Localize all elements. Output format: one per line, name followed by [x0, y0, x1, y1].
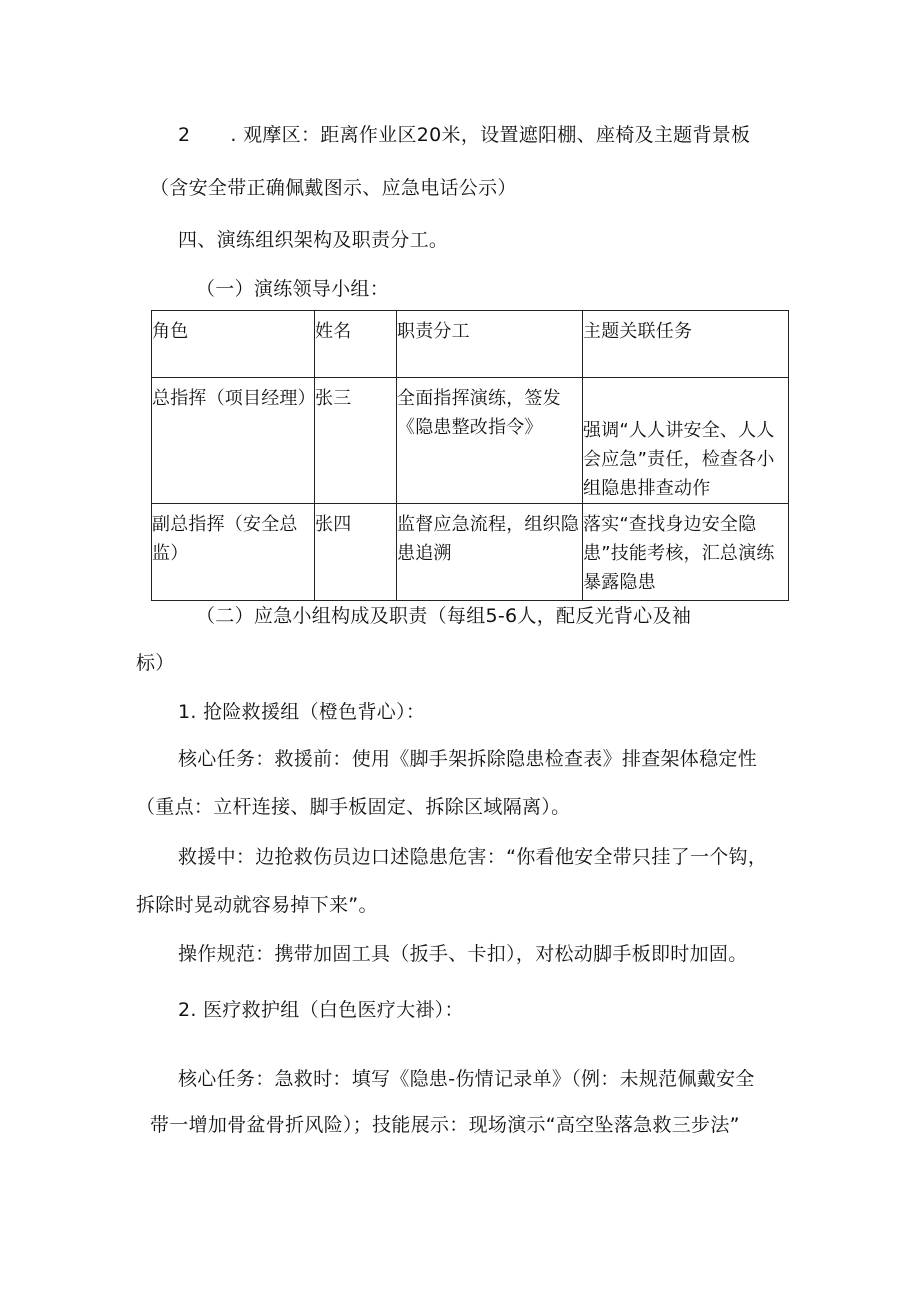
observation-area-line [178, 123, 750, 147]
leadership-table [151, 310, 789, 601]
table-row [152, 504, 789, 601]
task-cell: 落实“查找身边安全隐患”技能考核，汇总演练暴露隐患 [583, 504, 789, 601]
name-cell: 张三 [315, 378, 397, 504]
role-cell: 总指挥（项目经理） [152, 378, 315, 504]
rescue-during-line1: 救援中：边抢救伤员边口述隐患危害：“你看他安全带只挂了一个钩， [178, 846, 768, 868]
role-cell: 副总指挥（安全总监） [152, 504, 315, 601]
emergency-heading-line1: （二）应急小组构成及职责（每组5-6人，配反光背心及袖 [196, 605, 692, 627]
emergency-heading-line2: 标） [136, 652, 175, 674]
duty-cell: 监督应急流程，组织隐患追溯 [397, 504, 583, 601]
medical-group-title: 2. 医疗救护组（白色医疗大褂）： [178, 999, 464, 1021]
table-header-row [152, 311, 789, 378]
medical-core-task-line1: 核心任务：急救时：填写《隐患-伤情记录单》（例：未规范佩戴安全 [178, 1068, 755, 1090]
rescue-during-line2: 拆除时晃动就容易掉下来”。 [136, 894, 378, 916]
rescue-core-task-line1: 核心任务：救援前：使用《脚手架拆除隐患检查表》排查架体稳定性 [178, 748, 758, 770]
item-number: 2 [178, 124, 191, 146]
table-row [152, 378, 789, 504]
header-cell: 主题关联任务 [583, 311, 789, 378]
header-cell: 姓名 [315, 311, 397, 378]
rescue-group-title: 1. 抢险救援组（橙色背心）： [178, 701, 426, 723]
subsection-heading: （一）演练领导小组： [196, 278, 390, 300]
item-number: 1 [178, 701, 191, 723]
name-cell: 张四 [315, 504, 397, 601]
header-cell: 角色 [152, 311, 315, 378]
medical-core-task-line2: 带一增加骨盆骨折风险）；技能展示：现场演示“高空坠落急救三步法” [150, 1114, 740, 1136]
rescue-operation: 操作规范：携带加固工具（扳手、卡扣），对松动脚手板即时加固。 [178, 943, 748, 965]
section-heading: 四、演练组织架构及职责分工。 [178, 229, 449, 251]
duty-cell: 全面指挥演练，签发《隐患整改指令》 [397, 378, 583, 504]
header-cell: 职责分工 [397, 311, 583, 378]
observation-area-continued: （含安全带正确佩戴图示、应急电话公示） [150, 177, 517, 199]
observation-area-text: . 观摩区：距离作业区20米，设置遮阳棚、座椅及主题背景板 [230, 124, 751, 146]
item-number: 2 [178, 999, 191, 1021]
task-cell: 强调“人人讲安全、人人会应急”责任，检查各小组隐患排查动作 [583, 378, 789, 504]
rescue-core-task-line2: （重点：立杆连接、脚手板固定、拆除区域隔离）。 [136, 796, 571, 818]
